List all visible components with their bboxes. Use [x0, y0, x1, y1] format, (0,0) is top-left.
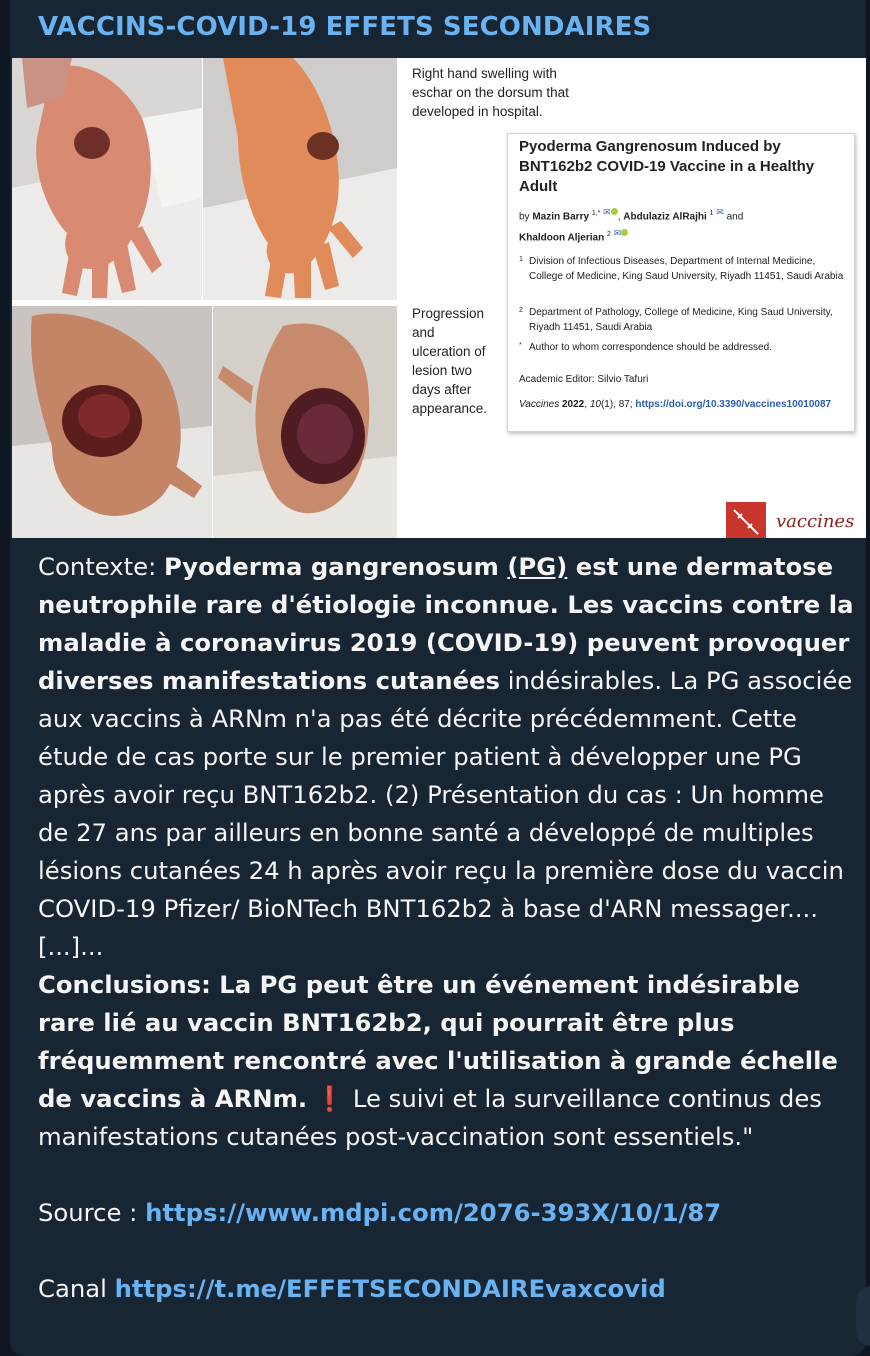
scroll-down-button[interactable] — [856, 1286, 870, 1346]
message-text — [38, 548, 856, 1308]
vaccines-logo-icon — [726, 502, 766, 538]
underlined-text: (PG) — [507, 552, 568, 581]
orcid-icon — [621, 229, 628, 236]
hand-photo-3-graphic — [12, 306, 212, 538]
email-icon: ✉ — [603, 207, 611, 217]
hand-photo-1-graphic — [12, 58, 202, 300]
source-link[interactable]: https://www.mdpi.com/2076-393X/10/1/87 — [145, 1198, 722, 1227]
caption-line: lesion two — [412, 363, 473, 378]
vaccines-logo-word: vaccines — [776, 511, 855, 532]
paper-card — [507, 133, 855, 432]
email-icon: ✉ — [613, 228, 622, 239]
author-name: Mazin Barry — [532, 211, 590, 223]
caption-line: Right hand swelling with — [412, 66, 557, 81]
journal-pages: (1), 87; — [600, 399, 633, 410]
bold-text: Pyoderma gangrenosum — [164, 552, 508, 581]
source-line — [38, 1194, 856, 1232]
citation: Vaccines 2022, 10(1), 87; https://doi.org/10.3390/vaccines10010087 — [519, 399, 832, 410]
exclamation-icon: ❗ — [314, 1084, 346, 1113]
context-label: Contexte: — [38, 552, 165, 581]
affiliation-text: Department of Pathology, College of Medicine, King Saud University, Riyadh 11451, Saudi Arabia — [529, 307, 833, 333]
hand-photo-2-graphic — [203, 58, 397, 300]
caption-top — [412, 64, 602, 121]
author-sup: 1 — [709, 210, 714, 217]
orcid-icon — [611, 208, 618, 215]
caption-line: eschar on the dorsum that — [412, 85, 569, 100]
affiliation-text: Division of Infectious Diseases, Department of Internal Medicine, College of Medicine, King Saud University, Riyadh 11451, Saudi Arabia — [529, 256, 844, 282]
paragraph-context — [38, 548, 856, 966]
hand-photo-4-graphic — [213, 306, 397, 538]
hand-photo-4 — [213, 306, 397, 538]
academic-editor: Academic Editor: Silvio Tafuri — [519, 374, 649, 385]
caption-line: Progression — [412, 306, 485, 321]
channel-name[interactable]: VACCINS-COVID-19 EFFETS SECONDAIRES — [38, 12, 652, 42]
body-text: Le suivi et la surveillance continus des manifestations cutanées post-vaccination sont essentiels." — [38, 1084, 822, 1151]
affiliation-number: 1 — [519, 256, 523, 263]
journal-name: Vaccines — [519, 399, 560, 410]
author-name: Abdulaziz AlRajhi — [623, 211, 707, 223]
journal-year: 2022 — [562, 399, 585, 410]
paragraph-conclusion — [38, 966, 856, 1156]
by-label: by — [519, 211, 530, 223]
author-name: Khaldoon Aljerian — [519, 232, 605, 244]
caption-line: appearance. — [412, 401, 488, 416]
bold-text: est une dermatose neutrophile rare d'étiologie inconnue. Les vaccins contre la maladie à coronavirus 2019 (COVID-19) peuvent provoquer diverses manifestations cutanées — [38, 552, 854, 695]
affiliation-number: 2 — [519, 307, 523, 314]
message-bubble — [10, 0, 866, 1356]
caption-bottom — [412, 304, 512, 418]
hand-photo-1 — [12, 58, 202, 300]
caption-line: ulceration of — [412, 344, 486, 359]
affiliation-number: * — [519, 342, 522, 349]
paper-title: Pyoderma Gangrenosum Induced by BNT162b2 COVID-19 Vaccine in a Healthy Adult — [519, 138, 815, 195]
canal-label: Canal — [38, 1274, 115, 1303]
syringe-icon — [726, 502, 766, 538]
affiliation-text: Author to whom correspondence should be addressed. — [529, 342, 772, 353]
paper-authors: by Mazin Barry $^{1,*}$ ✉ , Abdulaziz AlRajhi $^1$ ✉ and Khaldoon Aljerian $^2$ ✉ — [519, 204, 849, 247]
hand-photo-3 — [12, 306, 212, 538]
bold-text: Conclusions: La PG peut être un événement indésirable rare lié au vaccin BNT162b2, qui pourrait être plus fréquemment rencontré avec l'utilisation à grande échelle de vaccins à ARNm. — [38, 970, 838, 1113]
caption-line: and — [412, 325, 435, 340]
journal-volume: 10 — [589, 399, 601, 410]
email-icon: ✉ — [716, 207, 724, 217]
hand-photo-2 — [203, 58, 397, 300]
canal-link[interactable]: https://t.me/EFFETSECONDAIREvaxcovid — [114, 1274, 666, 1303]
post-image[interactable] — [12, 58, 866, 538]
and-label: and — [726, 211, 744, 223]
source-label: Source : — [38, 1198, 146, 1227]
author-sup: 2 — [606, 231, 611, 239]
author-sup: 1,* — [591, 210, 601, 217]
caption-line: days after — [412, 382, 472, 397]
body-text: indésirables. La PG associée aux vaccins à ARNm n'a pas été décrite précédemment. Cette étude de cas porte sur le premier patient à développer une PG après avoir reçu BNT162b2. (2) Présentation du cas : Un homme de 27 ans par ailleurs en bonne santé a développé de multiples lésions cutanées 24 h après avoir reçu la première dose du vaccin COVID-19 Pfizer/ BioNTech BNT162b2 à base d'ARN messager....[...]... — [38, 666, 853, 961]
doi-link[interactable]: https://doi.org/10.3390/vaccines10010087 — [635, 399, 832, 410]
caption-line: developed in hospital. — [412, 104, 543, 119]
canal-line — [38, 1270, 856, 1308]
